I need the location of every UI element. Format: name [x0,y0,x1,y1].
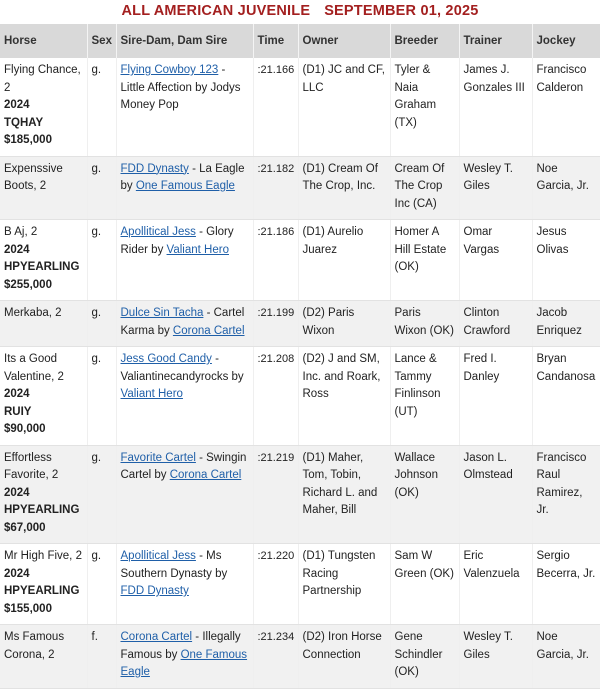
table-row [0,445,600,544]
pedigree-cell [116,347,253,446]
page-title [0,0,600,24]
trainer-cell: Eric Valenzuela [459,544,532,625]
owner-cell: (D1) Cream Of The Crop, Inc. [298,156,390,220]
horse-name: Mr High Five, 2 [4,550,82,562]
time-cell: :21.199 [253,301,298,347]
horse-cell [0,445,87,544]
pedigree-cell [116,58,253,156]
owner-cell: (D1) Maher, Tom, Tobin, Richard L. and Maher, Bill [298,445,390,544]
horse-cell [0,58,87,156]
horse-name: Merkaba, 2 [4,307,62,319]
time-cell: :21.208 [253,347,298,446]
dam-text: - Glory Rider by [120,226,234,256]
horse-cell [0,347,87,446]
dam-text: - Swingin Cartel by [120,451,247,481]
table-row [0,301,600,347]
sale-name: HPYEARLING [4,261,80,273]
horse-name: Its a Good Valentine, 2 [4,353,64,383]
pedigree-cell [116,625,253,689]
breeder-cell: Sam W Green (OK) [390,544,459,625]
sale-price: $90,000 [4,423,46,435]
pedigree-cell [116,301,253,347]
breeder-cell: Lance & Tammy Finlinson (UT) [390,347,459,446]
horse-name: Effortless Favorite, 2 [4,451,59,481]
time-cell: :21.166 [253,58,298,156]
breeder-cell: Gene Schindler (OK) [390,625,459,689]
sire-link[interactable]: Favorite Cartel [120,451,196,464]
owner-cell: (D2) Iron Horse Connection [298,625,390,689]
col-header-breeder[interactable]: Breeder [390,24,459,58]
owner-cell: (D1) Aurelio Juarez [298,220,390,301]
sale-name: HPYEARLING [4,585,80,597]
dam-text: - La Eagle by [120,162,245,192]
trainer-cell: Omar Vargas [459,220,532,301]
sale-name: TQHAY [4,116,44,129]
trainer-cell: Wesley T. Giles [459,625,532,689]
owner-cell: (D1) JC and CF, LLC [298,58,390,156]
time-cell: :21.219 [253,445,298,544]
breeder-cell: Homer A Hill Estate (OK) [390,220,459,301]
sire-link[interactable]: FDD Dynasty [120,162,189,175]
owner-cell: (D2) J and SM, Inc. and Roark, Ross [298,347,390,446]
sale-year: 2024 [4,99,30,111]
breeder-cell: Tyler & Naia Graham (TX) [390,58,459,156]
col-header-horse[interactable]: Horse [0,24,87,58]
sire-link[interactable]: Apollitical Jess [120,550,196,562]
horse-name: Ms Famous Corona, 2 [4,631,65,661]
dam-text: - Ms Southern Dynasty by [120,550,228,580]
results-body [0,58,600,688]
dam-sire-text: Jodys Money Pop [120,81,241,111]
race-name: ALL AMERICAN JUVENILE [121,3,311,19]
dam-sire-link[interactable]: Valiant Hero [120,388,183,400]
time-cell: :21.220 [253,544,298,625]
sale-price: $255,000 [4,278,52,291]
jockey-cell: Jacob Enriquez [532,301,600,347]
jockey-cell: Noe Garcia, Jr. [532,625,600,689]
pedigree-cell [116,445,253,544]
pedigree-cell [116,220,253,301]
sex-cell: g. [87,544,116,625]
jockey-cell: Bryan Candanosa [532,347,600,446]
trainer-cell: Clinton Crawford [459,301,532,347]
sale-year: 2024 [4,388,30,400]
horse-name: Flying Chance, 2 [4,64,81,94]
trainer-cell: Fred I. Danley [459,347,532,446]
horse-cell [0,301,87,347]
owner-cell: (D1) Tungsten Racing Partnership [298,544,390,625]
trainer-cell: Wesley T. Giles [459,156,532,220]
owner-cell: (D2) Paris Wixon [298,301,390,347]
dam-text: - Cartel Karma by [120,307,245,337]
trainer-cell: James J. Gonzales III [459,58,532,156]
jockey-cell: Noe Garcia, Jr. [532,156,600,220]
table-row [0,347,600,446]
jockey-cell: Francisco Raul Ramirez, Jr. [532,445,600,544]
breeder-cell: Paris Wixon (OK) [390,301,459,347]
sale-price: $67,000 [4,521,46,534]
horse-name: Expenssive Boots, 2 [4,162,63,192]
table-row [0,220,600,301]
trainer-cell: Jason L. Olmstead [459,445,532,544]
horse-cell [0,625,87,689]
header-row [0,24,600,58]
horse-cell [0,544,87,625]
table-row [0,544,600,625]
col-header-owner[interactable]: Owner [298,24,390,58]
sale-name: HPYEARLING [4,504,80,516]
dam-sire-link[interactable]: Valiant Hero [166,243,229,256]
time-cell: :21.182 [253,156,298,220]
dam-sire-link[interactable]: Corona Cartel [169,469,242,481]
col-header-sex[interactable]: Sex [87,24,116,58]
sire-link[interactable]: Dulce Sin Tacha [120,307,204,319]
dam-sire-link[interactable]: One Famous Eagle [120,648,248,678]
col-header-trainer[interactable]: Trainer [459,24,532,58]
sale-price: $155,000 [4,602,52,615]
sale-year: 2024 [4,567,30,580]
sex-cell: g. [87,347,116,446]
dam-sire-link[interactable]: FDD Dynasty [120,585,189,597]
breeder-cell: Wallace Johnson (OK) [390,445,459,544]
sire-link[interactable]: Flying Cowboy 123 [120,64,219,76]
dam-sire-link[interactable]: Corona Cartel [172,324,245,337]
table-row [0,625,600,689]
sex-cell: g. [87,445,116,544]
dam-text: - Valiantinecandyrocks by [120,353,244,383]
breeder-cell: Cream Of The Crop Inc (CA) [390,156,459,220]
sex-cell: g. [87,301,116,347]
sex-cell: g. [87,156,116,220]
sire-link[interactable]: Apollitical Jess [120,226,196,238]
jockey-cell: Francisco Calderon [532,58,600,156]
sale-name: RUIY [4,405,32,418]
race-date: SEPTEMBER 01, 2025 [324,3,479,19]
pedigree-cell [116,544,253,625]
sale-year: 2024 [4,243,30,256]
dam-text: - Illegally Famous by [120,631,241,661]
sale-year: 2024 [4,486,30,499]
table-row [0,58,600,156]
table-row [0,156,600,220]
dam-text: - Little Affection by [120,64,226,94]
sex-cell: g. [87,58,116,156]
horse-name: B Aj, 2 [4,226,38,238]
time-cell: :21.186 [253,220,298,301]
col-header-jockey[interactable]: Jockey [532,24,600,58]
sex-cell: f. [87,625,116,689]
dam-sire-link[interactable]: One Famous Eagle [135,180,235,192]
results-table [0,24,600,689]
sale-price: $185,000 [4,134,52,146]
horse-cell [0,220,87,301]
horse-cell [0,156,87,220]
col-header-time[interactable]: Time [253,24,298,58]
jockey-cell: Sergio Becerra, Jr. [532,544,600,625]
jockey-cell: Jesus Olivas [532,220,600,301]
time-cell: :21.234 [253,625,298,689]
sire-link[interactable]: Jess Good Candy [120,353,212,365]
pedigree-cell [116,156,253,220]
sex-cell: g. [87,220,116,301]
sire-link[interactable]: Corona Cartel [120,631,193,643]
col-header-sire-dam[interactable]: Sire-Dam, Dam Sire [116,24,253,58]
